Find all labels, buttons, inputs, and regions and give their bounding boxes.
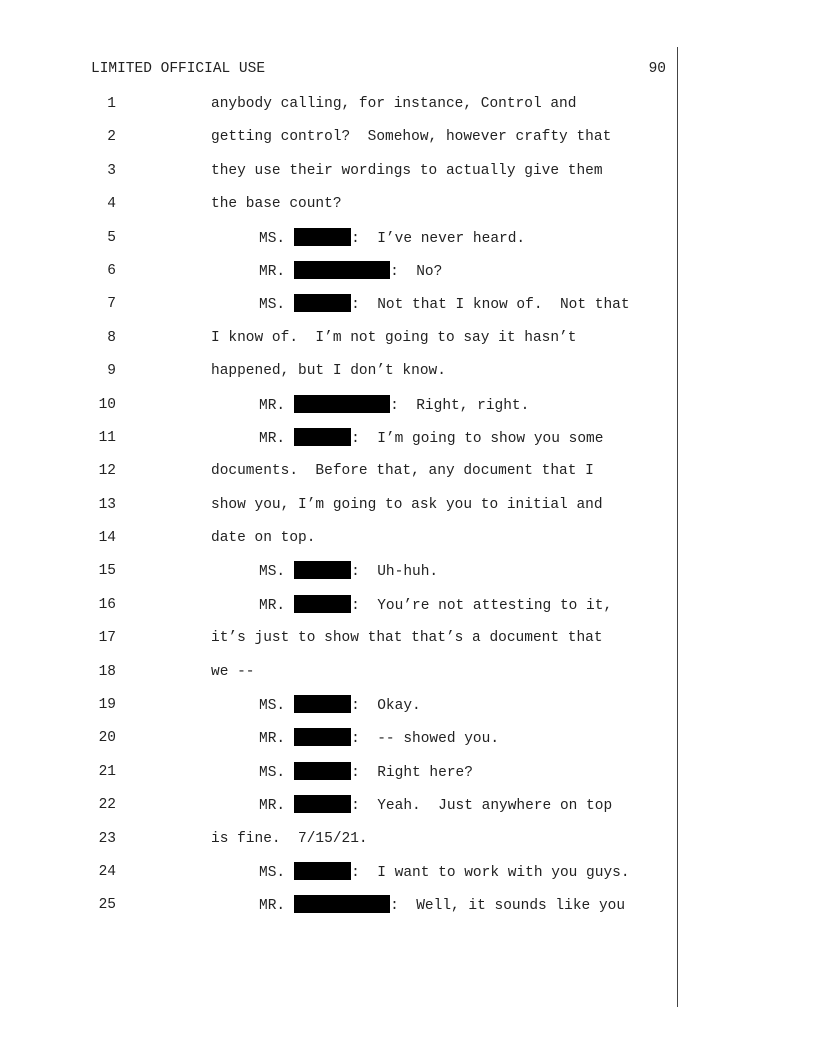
line-number: 2 <box>107 129 116 146</box>
transcript-line <box>0 161 676 194</box>
speaker-label: MS. <box>259 864 286 881</box>
transcript-line <box>0 328 676 361</box>
line-text <box>259 862 630 883</box>
speaker-label: MS. <box>259 297 286 314</box>
transcript-line <box>0 662 676 695</box>
transcript-line <box>0 395 676 428</box>
speaker-label: MR. <box>259 798 286 815</box>
line-text <box>211 628 603 648</box>
redaction-box <box>294 595 351 613</box>
line-number: 5 <box>107 229 116 246</box>
speaker-label: MS. <box>259 698 286 715</box>
line-number: 21 <box>98 763 116 780</box>
transcript-line <box>0 261 676 294</box>
transcript-line <box>0 628 676 661</box>
transcript-line <box>0 728 676 761</box>
spoken-text: : I’m going to show you some <box>351 430 604 447</box>
line-number: 13 <box>98 496 116 513</box>
spoken-text: the base count? <box>211 196 342 213</box>
spoken-text: : Okay. <box>351 698 421 715</box>
redaction-box <box>294 695 351 713</box>
redaction-box <box>294 428 351 446</box>
line-text <box>259 561 438 582</box>
transcript-line <box>0 862 676 895</box>
transcript-line <box>0 829 676 862</box>
line-number: 16 <box>98 596 116 613</box>
line-text <box>211 328 576 348</box>
speaker-label: MR. <box>259 731 286 748</box>
classification-header: LIMITED OFFICIAL USE <box>91 61 266 77</box>
line-number: 9 <box>107 363 116 380</box>
line-number: 1 <box>107 96 116 112</box>
spoken-text: : Not that I know of. Not that <box>351 297 630 314</box>
transcript-line <box>0 762 676 795</box>
spoken-text: is fine. 7/15/21. <box>211 830 368 847</box>
line-number: 14 <box>98 530 116 547</box>
speaker-label: MR. <box>259 430 286 447</box>
line-text <box>259 395 529 416</box>
line-text <box>259 294 630 315</box>
line-number: 3 <box>107 162 116 179</box>
line-number: 25 <box>98 897 116 914</box>
line-number: 7 <box>107 296 116 313</box>
line-text <box>211 829 368 849</box>
line-number: 18 <box>98 663 116 680</box>
spoken-text: I know of. I’m not going to say it hasn’t <box>211 329 577 346</box>
line-number: 4 <box>107 196 116 213</box>
line-number: 24 <box>98 863 116 880</box>
page-number: 90 <box>648 61 666 77</box>
line-number: 12 <box>98 463 116 480</box>
spoken-text: : Right here? <box>351 764 473 781</box>
redaction-box <box>294 228 351 246</box>
transcript-line <box>0 461 676 494</box>
transcript-line <box>0 595 676 628</box>
line-number: 23 <box>98 830 116 847</box>
transcript-line <box>0 428 676 461</box>
line-text <box>211 495 603 515</box>
line-number: 11 <box>98 429 116 446</box>
transcript-line <box>0 294 676 327</box>
transcript-lines <box>0 94 676 929</box>
redaction-box <box>294 795 351 813</box>
speaker-label: MR. <box>259 898 286 915</box>
spoken-text: getting control? Somehow, however crafty that <box>211 129 612 146</box>
line-text <box>211 194 342 214</box>
line-text <box>259 228 525 249</box>
line-number: 6 <box>107 262 116 279</box>
line-text <box>211 528 315 548</box>
spoken-text: documents. Before that, any document that I <box>211 463 594 480</box>
spoken-text: : Yeah. Just anywhere on top <box>351 798 613 815</box>
speaker-label: MR. <box>259 397 286 414</box>
speaker-label: MS. <box>259 564 286 581</box>
line-text <box>211 662 255 682</box>
speaker-label: MR. <box>259 597 286 614</box>
line-number: 19 <box>98 697 116 714</box>
speaker-label: MS. <box>259 764 286 781</box>
transcript-line <box>0 561 676 594</box>
line-text <box>211 361 446 381</box>
spoken-text: show you, I’m going to ask you to initial and <box>211 496 603 513</box>
transcript-line <box>0 495 676 528</box>
line-text <box>211 94 576 114</box>
spoken-text: it’s just to show that that’s a document that <box>211 630 603 647</box>
transcript-line <box>0 228 676 261</box>
line-text <box>259 728 499 749</box>
redaction-box <box>294 261 390 279</box>
spoken-text: : I’ve never heard. <box>351 230 526 247</box>
spoken-text: : I want to work with you guys. <box>351 864 630 881</box>
line-text <box>259 695 421 716</box>
redaction-box <box>294 395 390 413</box>
transcript-line <box>0 695 676 728</box>
spoken-text: happened, but I don’t know. <box>211 363 446 380</box>
line-number: 15 <box>98 563 116 580</box>
right-margin-rule <box>677 47 678 1007</box>
transcript-line <box>0 895 676 928</box>
line-text <box>211 127 611 147</box>
line-number: 10 <box>98 396 116 413</box>
redaction-box <box>294 294 351 312</box>
transcript-line <box>0 795 676 828</box>
line-text <box>259 795 612 816</box>
transcript-line <box>0 94 676 127</box>
line-text <box>259 762 473 783</box>
line-number: 8 <box>107 329 116 346</box>
spoken-text: : Right, right. <box>390 397 530 414</box>
transcript-line <box>0 361 676 394</box>
line-text <box>259 261 442 282</box>
transcript-line <box>0 194 676 227</box>
spoken-text: : No? <box>390 263 443 280</box>
redaction-box <box>294 762 351 780</box>
redaction-box <box>294 561 351 579</box>
speaker-label: MS. <box>259 230 286 247</box>
redaction-box <box>294 862 351 880</box>
spoken-text: : Uh-huh. <box>351 564 439 581</box>
spoken-text: anybody calling, for instance, Control and <box>211 96 577 112</box>
spoken-text: : Well, it sounds like you <box>390 898 626 915</box>
line-number: 17 <box>98 630 116 647</box>
line-number: 20 <box>98 730 116 747</box>
transcript-line <box>0 127 676 160</box>
line-text <box>259 895 625 916</box>
line-text <box>259 595 612 616</box>
line-text <box>211 461 594 481</box>
speaker-label: MR. <box>259 263 286 280</box>
redaction-box <box>294 728 351 746</box>
spoken-text: date on top. <box>211 530 316 547</box>
redaction-box <box>294 895 390 913</box>
spoken-text: we -- <box>211 663 255 680</box>
line-number: 22 <box>98 797 116 814</box>
spoken-text: : You’re not attesting to it, <box>351 597 613 614</box>
transcript-line <box>0 528 676 561</box>
spoken-text: they use their wordings to actually give them <box>211 162 603 179</box>
line-text <box>259 428 603 449</box>
line-text <box>211 161 603 181</box>
spoken-text: : -- showed you. <box>351 731 500 748</box>
